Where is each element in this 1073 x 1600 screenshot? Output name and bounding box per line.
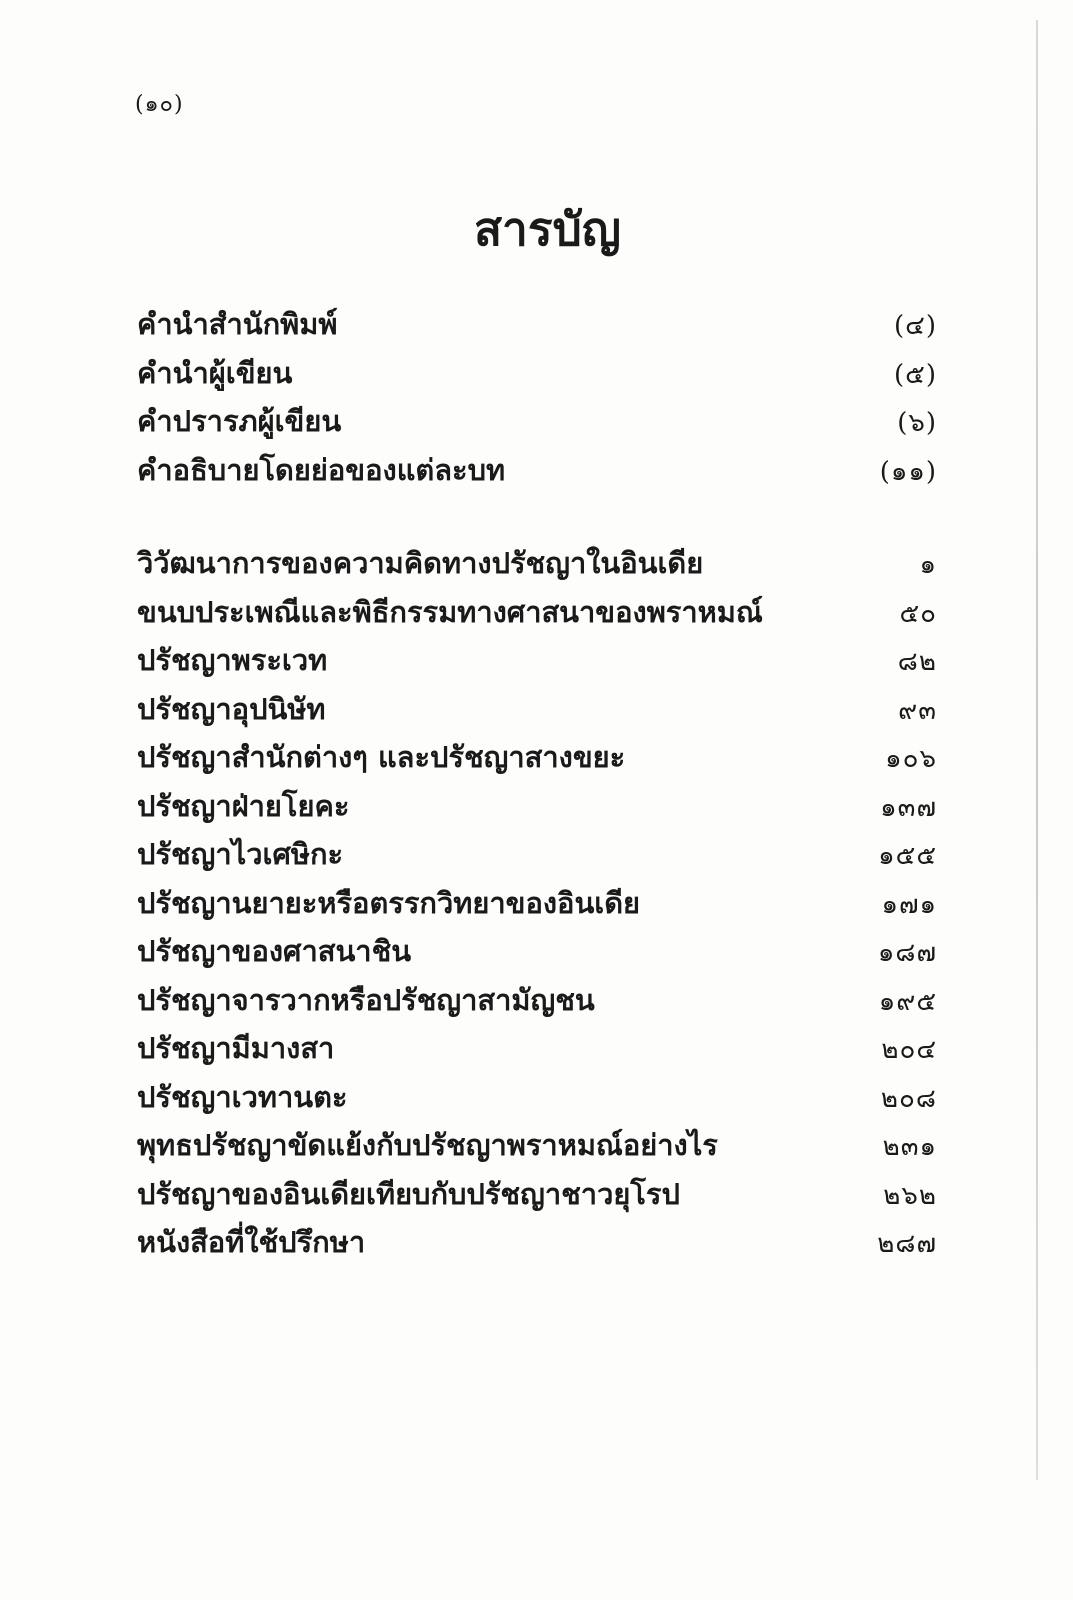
page-number: (๑๐) [135, 92, 184, 117]
toc-entry-page: ๘๒ [897, 647, 937, 677]
toc-entry-page: ๒๐๔ [881, 1035, 937, 1065]
toc-entry [137, 540, 937, 589]
toc-entry-page: ๒๐๘ [880, 1083, 937, 1114]
toc-entry [137, 398, 937, 447]
toc-entry-label: ปรัชญาอุปนิษัท [137, 691, 326, 726]
toc-entry [137, 1122, 937, 1171]
toc-entry-label: ขนบประเพณีและพิธีกรรมทางศาสนาของพราหมณ์ [137, 594, 763, 629]
toc-entry-label: ปรัชญาเวทานตะ [137, 1079, 348, 1114]
toc-entry [137, 831, 937, 880]
toc-entry [137, 928, 937, 977]
toc-entry-page: (๔) [894, 311, 937, 341]
toc-entry [137, 589, 937, 638]
toc-entry [137, 1219, 937, 1268]
toc-entry [137, 734, 937, 783]
toc-entry-page: ๑๗๑ [881, 889, 937, 920]
chapter-list [137, 540, 937, 1268]
toc-entry [137, 977, 937, 1026]
toc-entry-page: ๒๓๑ [882, 1132, 937, 1162]
toc-entry-label: หนังสือที่ใช้ปรึกษา [137, 1225, 366, 1259]
front-matter-list [137, 301, 937, 495]
toc-entry-label: ปรัชญามีมางสา [137, 1031, 335, 1065]
toc-entry-page: (๑๑) [879, 456, 937, 487]
toc-entry-label: ปรัชญาไวเศษิกะ [137, 837, 344, 871]
toc-entry-label: ปรัชญาของอินเดียเทียบกับปรัชญาชาวยุโรป [137, 1176, 680, 1211]
toc-entry-page: ๑๙๕ [878, 986, 937, 1017]
toc-entry [137, 1171, 937, 1220]
toc-entry-label: คำปรารภผู้เขียน [137, 404, 342, 438]
toc-entry [137, 783, 937, 832]
toc-entry-label: ปรัชญานยายะหรือตรรกวิทยาของอินเดีย [137, 885, 641, 920]
toc-entry-page: (๖) [897, 408, 937, 438]
toc-entry [137, 301, 937, 350]
toc-entry-page: ๒๘๗ [877, 1229, 937, 1259]
page-title: สารบัญ [473, 202, 621, 256]
toc-entry-page: ๑๓๗ [880, 792, 937, 823]
toc-entry [137, 447, 937, 496]
toc-entry-label: ปรัชญาจารวากหรือปรัชญาสามัญชน [137, 982, 595, 1017]
toc-entry-label: คำนำสำนักพิมพ์ [137, 307, 338, 341]
toc-entry-page: ๑๘๗ [877, 938, 937, 968]
toc-entry [137, 1025, 937, 1074]
toc-entry-page: ๑๕๕ [878, 841, 937, 871]
toc-entry-page: ๕๐ [899, 598, 937, 629]
toc-entry-page: ๑ [919, 550, 937, 580]
toc-entry-label: ปรัชญาของศาสนาชิน [137, 934, 412, 968]
toc-entry-label: พุทธปรัชญาขัดแย้งกับปรัชญาพราหมณ์อย่างไร [137, 1128, 718, 1162]
toc-entry [137, 686, 937, 735]
toc-entry-label: วิวัฒนาการของความคิดทางปรัชญาในอินเดีย [137, 546, 704, 580]
toc-entry [137, 1074, 937, 1123]
toc-entry-page: (๕) [894, 359, 937, 390]
toc-entry-label: ปรัชญาพระเวท [137, 643, 328, 677]
toc-entry [137, 637, 937, 686]
toc-entry-page: ๒๖๒ [883, 1180, 937, 1211]
toc-entry-page: ๙๓ [898, 695, 937, 726]
toc-entry-page: ๑๐๖ [885, 744, 937, 774]
toc-entry-label: ปรัชญาฝ่ายโยคะ [137, 788, 350, 823]
toc-entry-label: คำนำผู้เขียน [137, 355, 293, 390]
toc-entry-label: ปรัชญาสำนักต่างๆ และปรัชญาสางขยะ [137, 740, 626, 774]
toc-entry-label: คำอธิบายโดยย่อของแต่ละบท [137, 452, 506, 487]
toc-entry [137, 880, 937, 929]
toc-entry [137, 350, 937, 399]
